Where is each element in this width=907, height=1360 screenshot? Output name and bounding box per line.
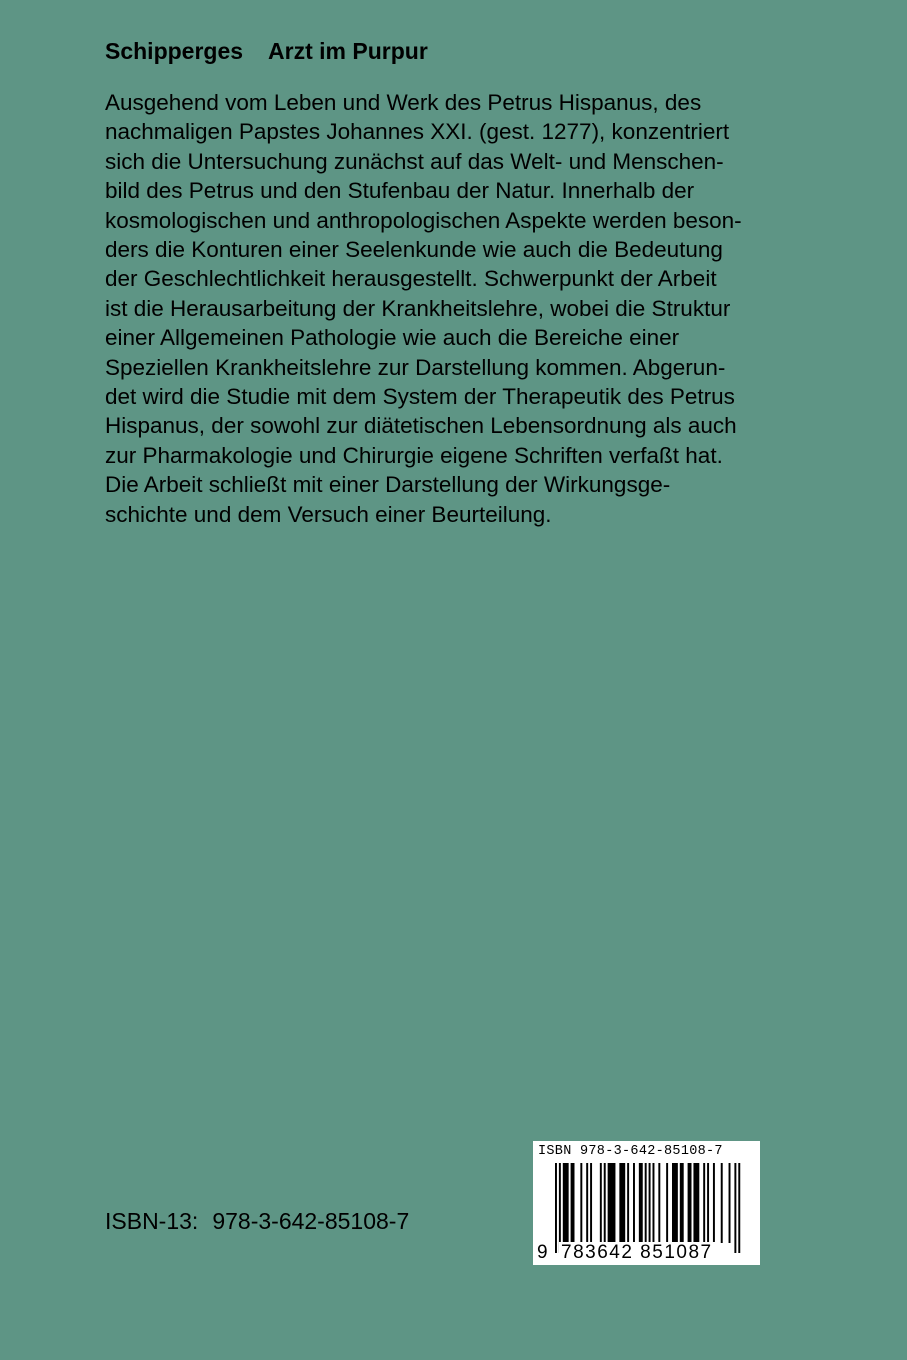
cover-header	[105, 38, 428, 65]
barcode-bar	[639, 1163, 643, 1243]
barcode-bar	[586, 1163, 588, 1243]
barcode-bar	[580, 1163, 582, 1243]
barcode-guard-bar	[738, 1163, 740, 1253]
isbn-barcode	[533, 1141, 760, 1265]
barcode-bar	[633, 1163, 635, 1243]
author-name: Schipperges	[105, 38, 244, 64]
barcode-bar	[707, 1163, 709, 1243]
barcode-guard-bar	[649, 1163, 651, 1253]
barcode-bar	[571, 1163, 575, 1243]
barcode-guard-bar	[645, 1163, 647, 1253]
barcode-bar	[608, 1163, 616, 1243]
barcode-bar	[672, 1163, 678, 1243]
barcode-bar	[666, 1163, 668, 1243]
barcode-bar	[627, 1163, 629, 1243]
book-description	[105, 88, 825, 529]
barcode-guard-bar	[734, 1163, 736, 1253]
description-line: det wird die Studie mit dem System der Therapeutik des Petrus	[105, 384, 735, 410]
description-line: Hispanus, der sowohl zur diätetischen Lebensordnung als auch	[105, 413, 737, 439]
barcode-bar	[721, 1163, 723, 1243]
description-line: sich die Untersuchung zunächst auf das Welt- und Menschen-	[105, 148, 724, 174]
barcode-bar	[604, 1163, 606, 1243]
barcode-bar	[653, 1163, 655, 1243]
isbn-label: ISBN-13:	[105, 1208, 199, 1234]
barcode-bar	[600, 1163, 602, 1243]
description-line: nachmaligen Papstes Johannes XXI. (gest. 1277), konzentriert	[105, 119, 730, 145]
book-title: Arzt im Purpur	[268, 38, 428, 64]
description-line: Speziellen Krankheitslehre zur Darstellung kommen. Abgerun-	[105, 354, 726, 380]
description-line: schichte und dem Versuch einer Beurteilung.	[105, 501, 552, 527]
barcode-bar	[563, 1163, 569, 1243]
barcode-digits: 783642 851087	[561, 1242, 713, 1263]
description-line: Die Arbeit schließt mit einer Darstellung der Wirkungsge-	[105, 472, 671, 498]
isbn-13-label	[105, 1208, 409, 1235]
barcode-bar	[693, 1163, 699, 1243]
barcode-bar	[680, 1163, 684, 1243]
description-line: ist die Herausarbeitung der Krankheitslehre, wobei die Struktur	[105, 295, 731, 321]
barcode-bar	[729, 1163, 731, 1243]
barcode-bar	[713, 1163, 715, 1243]
description-line: der Geschlechtlichkeit herausgestellt. Schwerpunkt der Arbeit	[105, 266, 717, 292]
description-line: ders die Konturen einer Seelenkunde wie auch die Bedeutung	[105, 237, 723, 263]
description-line: kosmologischen und anthropologischen Aspekte werden beson-	[105, 207, 742, 233]
isbn-number: 978-3-642-85108-7	[212, 1208, 410, 1234]
description-line: Ausgehend vom Leben und Werk des Petrus Hispanus, des	[105, 90, 702, 115]
barcode-bar	[688, 1163, 692, 1243]
barcode-bar	[619, 1163, 625, 1243]
barcode-bar	[590, 1163, 592, 1243]
barcode-bar	[703, 1163, 705, 1243]
description-line: zur Pharmakologie und Chirurgie eigene Schriften verfaßt hat.	[105, 442, 723, 468]
barcode-bar	[658, 1163, 660, 1243]
barcode-isbn-text: ISBN 978-3-642-85108-7	[538, 1144, 723, 1159]
description-line: einer Allgemeinen Pathologie wie auch die Bereiche einer	[105, 325, 680, 351]
barcode-guard-bar	[555, 1163, 557, 1253]
barcode-guard-bar	[559, 1163, 561, 1253]
description-line: bild des Petrus und den Stufenbau der Natur. Innerhalb der	[105, 178, 695, 204]
barcode-first-digit: 9	[537, 1242, 548, 1263]
